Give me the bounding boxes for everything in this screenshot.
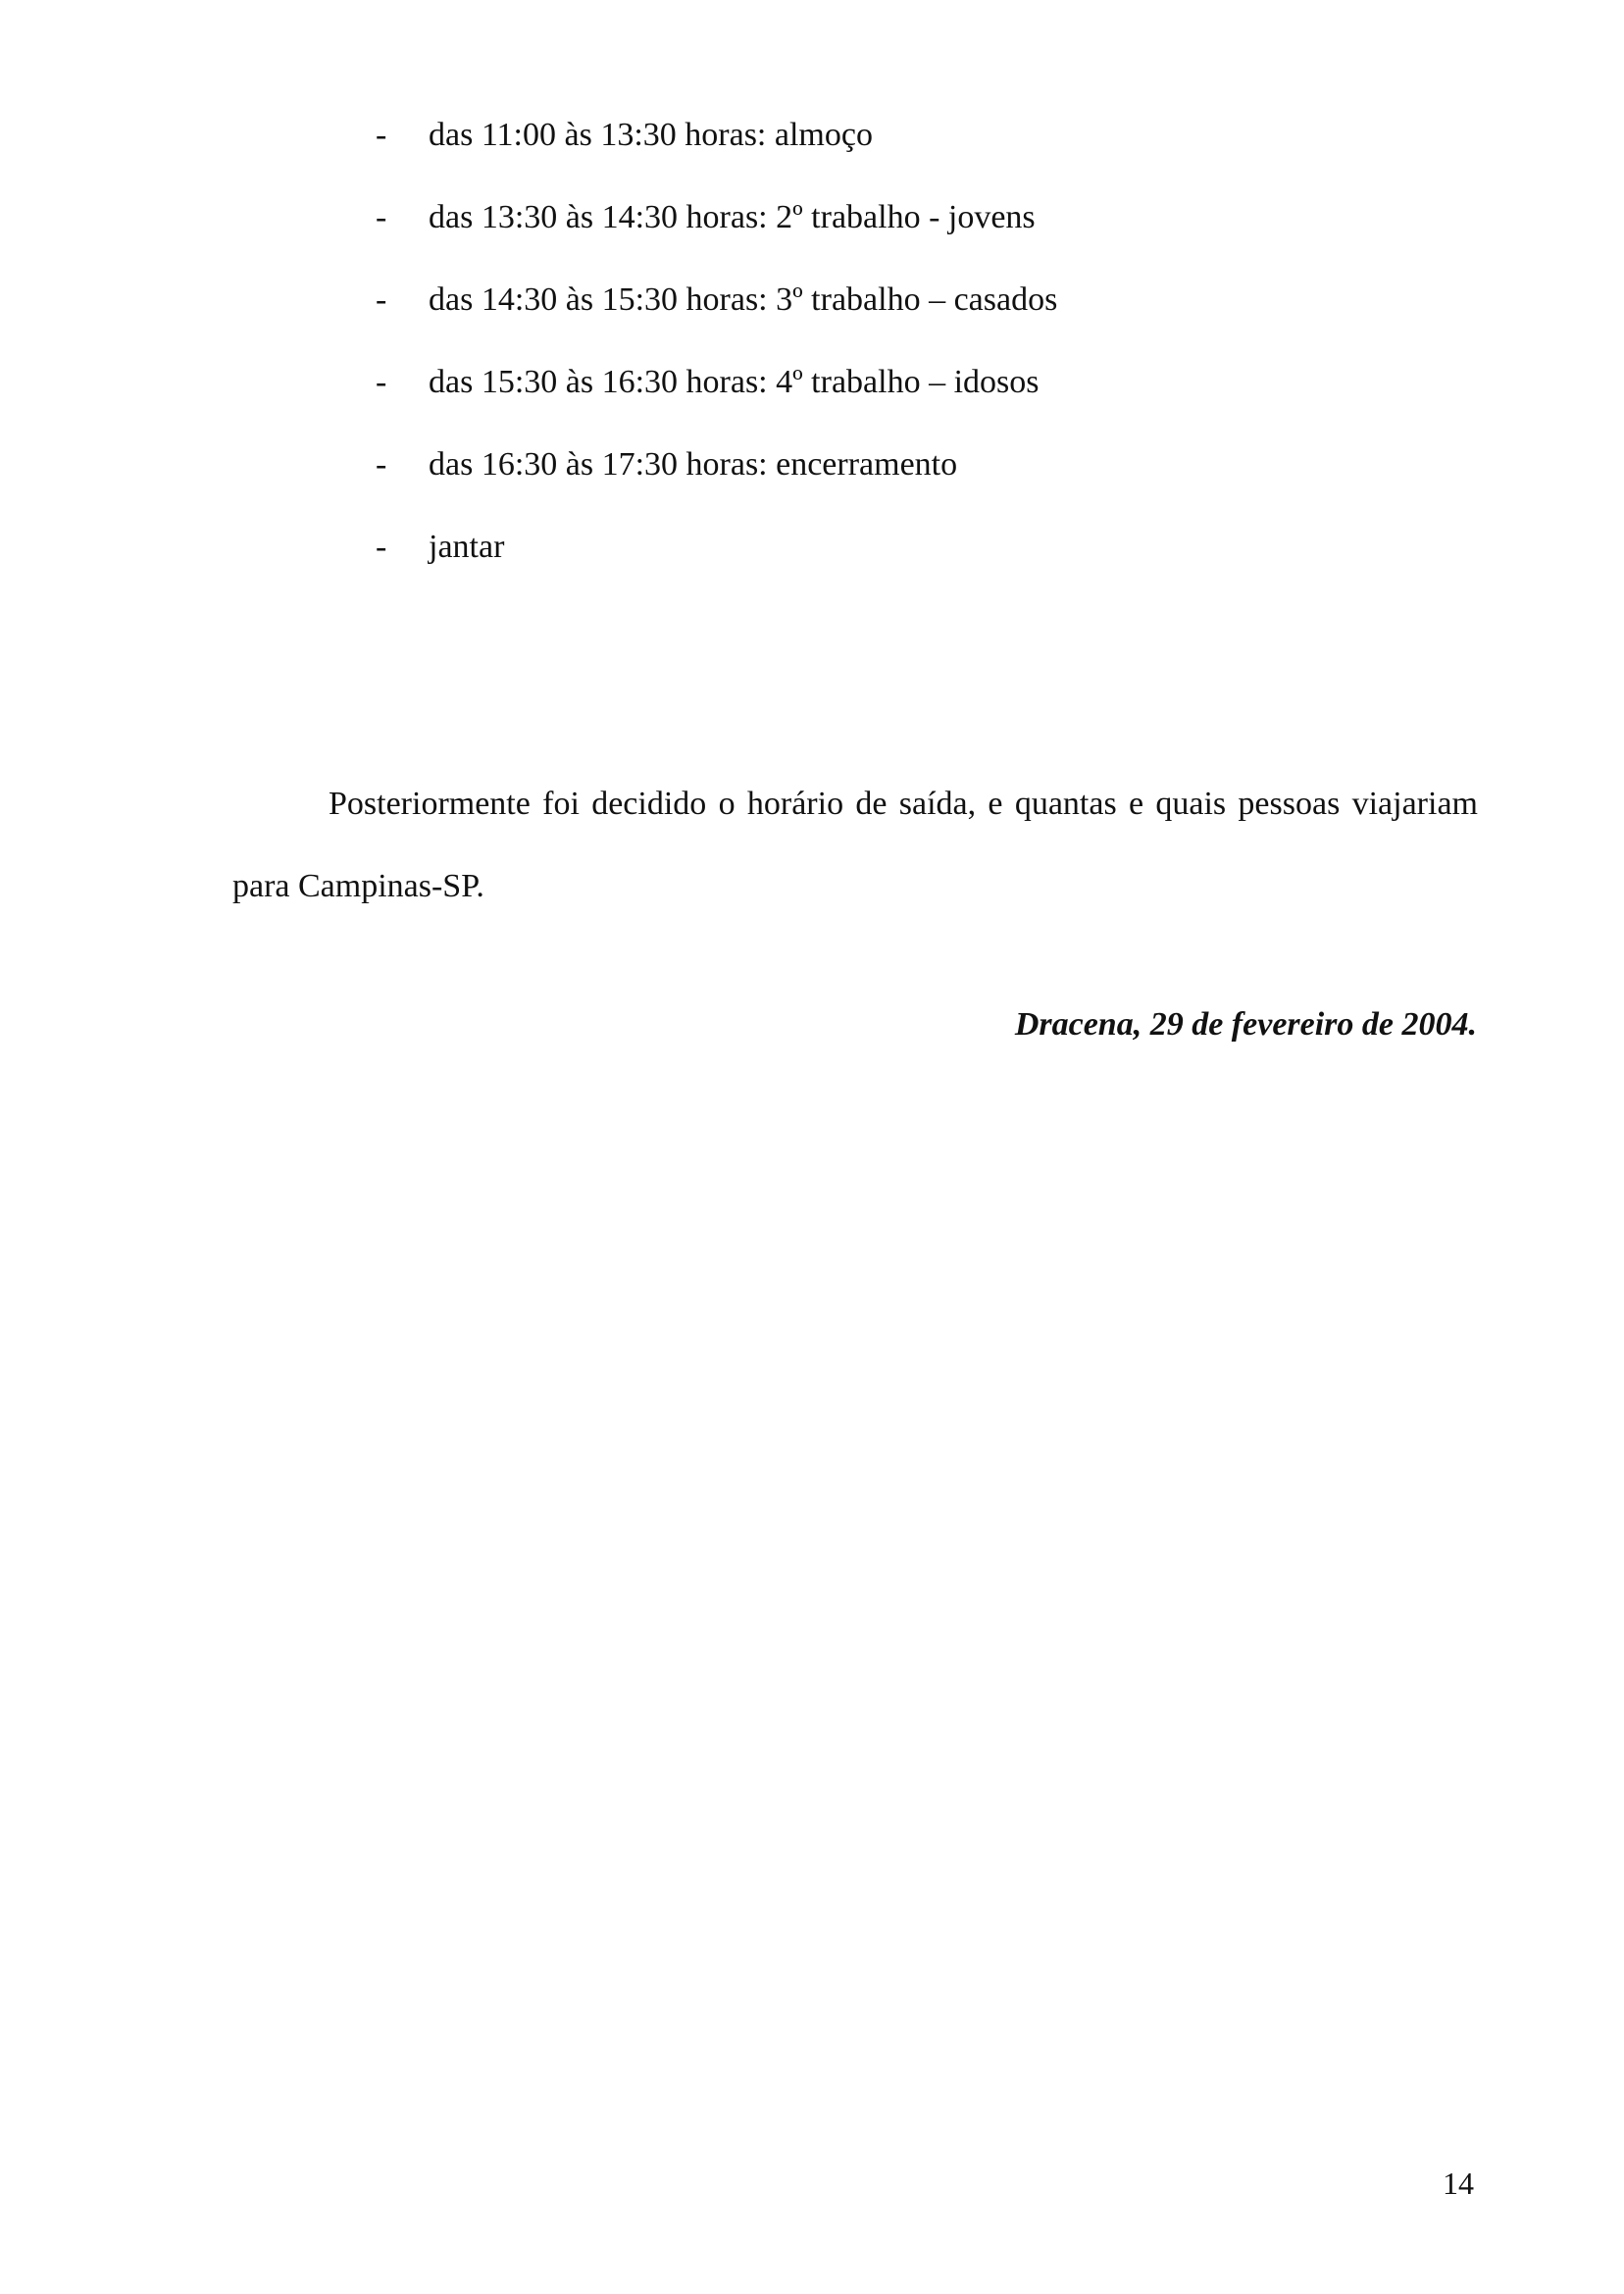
list-item-text: jantar [429,529,505,565]
list-item [376,108,1057,190]
list-item-text: das 13:30 às 14:30 horas: 2º trabalho - jovens [429,199,1036,235]
list-item [376,273,1057,355]
list-dash: - [376,117,387,153]
list-dash: - [376,199,387,235]
list-item-text: das 15:30 às 16:30 horas: 4º trabalho – idosos [429,364,1040,400]
list-dash: - [376,364,387,400]
list-item-text: das 16:30 às 17:30 horas: encerramento [429,446,958,483]
list-item [376,437,1057,520]
list-dash: - [376,529,387,565]
schedule-list [376,108,1057,602]
page-number: 14 [1443,2166,1474,2201]
list-dash: - [376,281,387,318]
list-item [376,520,1057,602]
list-item [376,190,1057,273]
list-item-text: das 14:30 às 15:30 horas: 3º trabalho – casados [429,281,1058,318]
list-item-text: das 11:00 às 13:30 horas: almoço [429,117,873,153]
list-item [376,355,1057,437]
list-dash: - [376,446,387,483]
body-paragraph: Posteriormente foi decidido o horário de saída, e quantas e quais pessoas viajariam para Campinas-SP. [232,786,1478,904]
date-signature: Dracena, 29 de fevereiro de 2004. [1014,1006,1477,1043]
